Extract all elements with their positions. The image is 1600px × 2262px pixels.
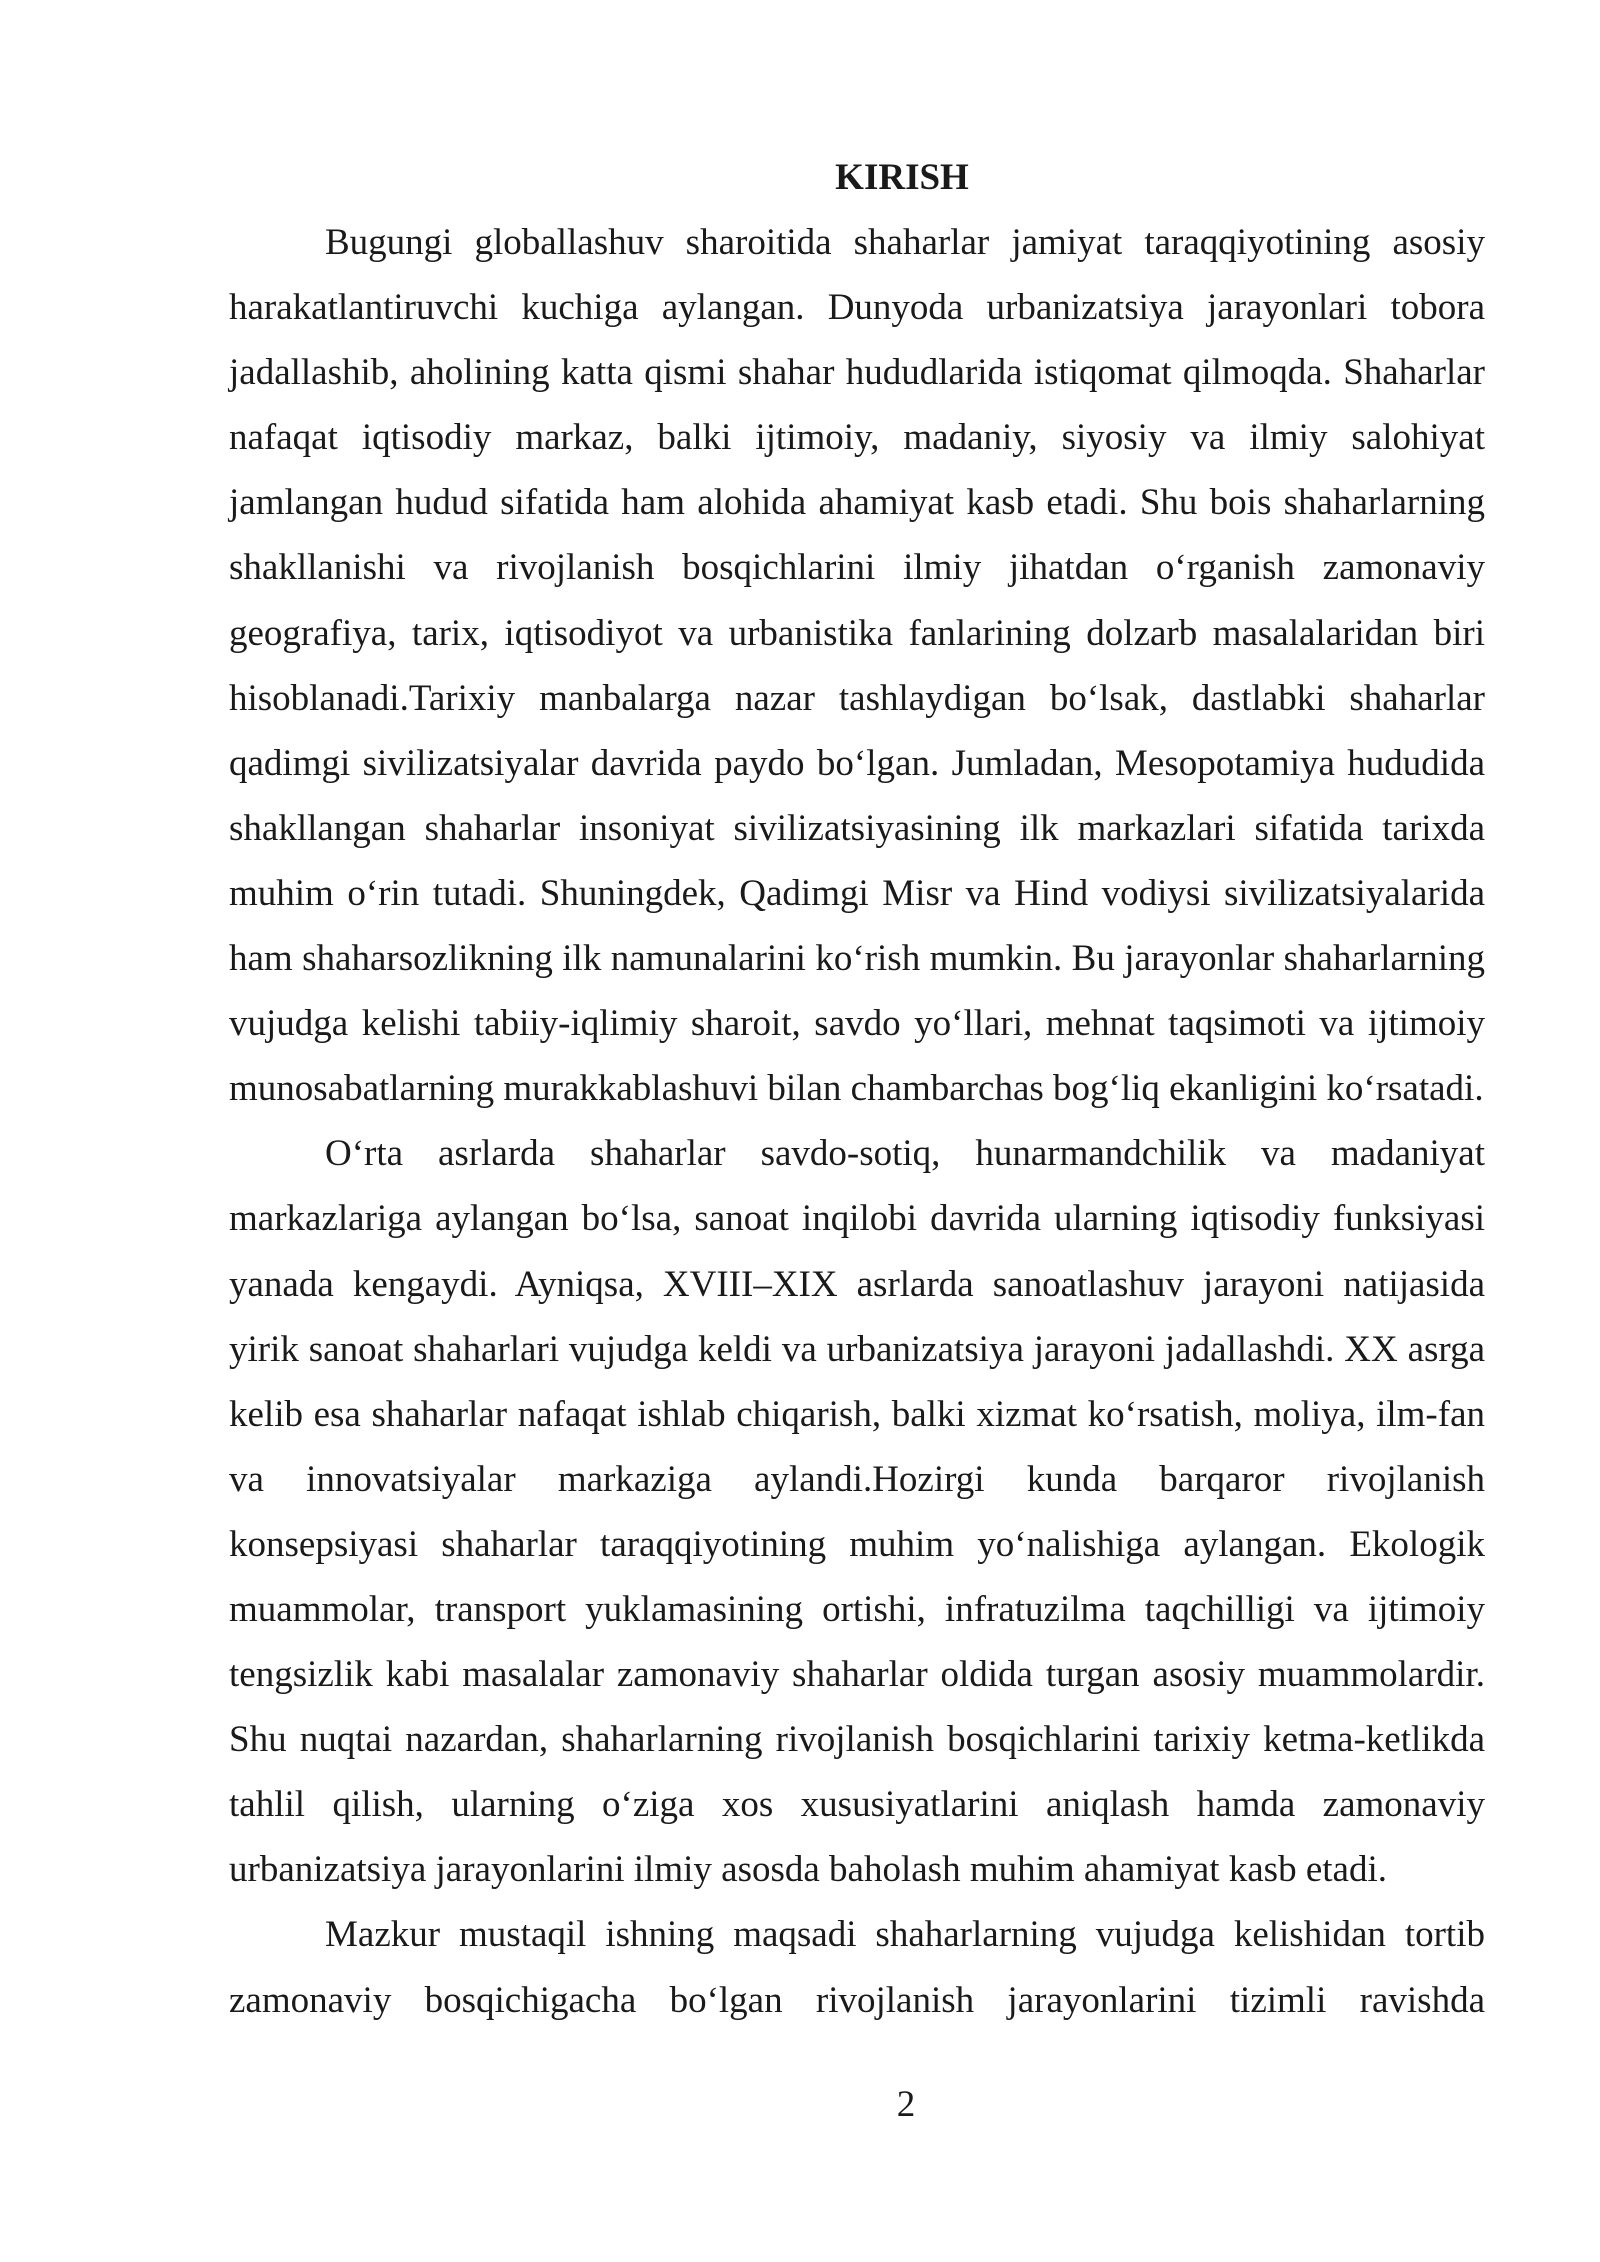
paragraph-intro: Bugungi globallashuv sharoitida shaharlar jamiyat taraqqiyotining asosiy harakatlantiruvchi kuchiga aylangan. Dunyoda urbanizatsiya jarayonlari tobora jadallashib, aholining katta qismi shahar hududlarida istiqomat qilmoqda. Shaharlar nafaqat iqtisodiy markaz, balki ijtimoiy, madaniy, siyosiy va ilmiy salohiyat jamlangan hudud sifatida ham alohida ahamiyat kasb etadi. Shu bois shaharlarning shakllanishi va rivojlanish bosqichlarini ilmiy jihatdan o‘rganish zamonaviy geografiya, tarix, iqtisodiyot va urbanistika fanlarining dolzarb masalalaridan biri hisoblanadi.Tarixiy manbalarga nazar tashlaydigan bo‘lsak, dastlabki shaharlar qadimgi sivilizatsiyalar davrida paydo bo‘lgan. Jumladan, Mesopotamiya hududida shakllangan shaharlar insoniyat sivilizatsiyasining ilk markazlari sifatida tarixda muhim o‘rin tutadi. Shuningdek, Qadimgi Misr va Hind vodiysi sivilizatsiyalarida ham shaharsozlikning ilk namunalarini ko‘rish mumkin. Bu jarayonlar shaharlarning vujudga kelishi tabiiy-iqlimiy sharoit, savdo yo‘llari, mehnat taqsimoti va ijtimoiy munosabatlarning murakkablashuvi bilan chambarchas bog‘liq ekanligini ko‘rsatadi. bbox=[229, 222, 1485, 1110]
paragraph-aim: Mazkur mustaqil ishning maqsadi shaharlarning vujudga kelishidan tortib zamonaviy bosqichigacha bo‘lgan rivojlanish jarayonlarini tizimli ravishda bbox=[229, 1914, 1485, 2021]
section-heading: KIRISH bbox=[835, 157, 969, 198]
document-body bbox=[229, 145, 1485, 2033]
page-number: 2 bbox=[896, 2084, 916, 2125]
paragraph-history: O‘rta asrlarda shaharlar savdo-sotiq, hunarmandchilik va madaniyat markazlariga aylangan bo‘lsa, sanoat inqilobi davrida ularning iqtisodiy funksiyasi yanada kengaydi. Ayniqsa, XVIII–XIX asrlarda sanoatlashuv jarayoni natijasida yirik sanoat shaharlari vujudga keldi va urbanizatsiya jarayoni jadallashdi. XX asrga kelib esa shaharlar nafaqat ishlab chiqarish, balki xizmat ko‘rsatish, moliya, ilm-fan va innovatsiyalar markaziga aylandi.Hozirgi kunda barqaror rivojlanish konsepsiyasi shaharlar taraqqiyotining muhim yo‘nalishiga aylangan. Ekologik muammolar, transport yuklamasining ortishi, infratuzilma taqchilligi va ijtimoiy tengsizlik kabi masalalar zamonaviy shaharlar oldida turgan asosiy muammolardir. Shu nuqtai nazardan, shaharlarning rivojlanish bosqichlarini tarixiy ketma-ketlikda tahlil qilish, ularning o‘ziga xos xususiyatlarini aniqlash hamda zamonaviy urbanizatsiya jarayonlarini ilmiy asosda baholash muhim ahamiyat kasb etadi. bbox=[229, 1133, 1485, 1891]
